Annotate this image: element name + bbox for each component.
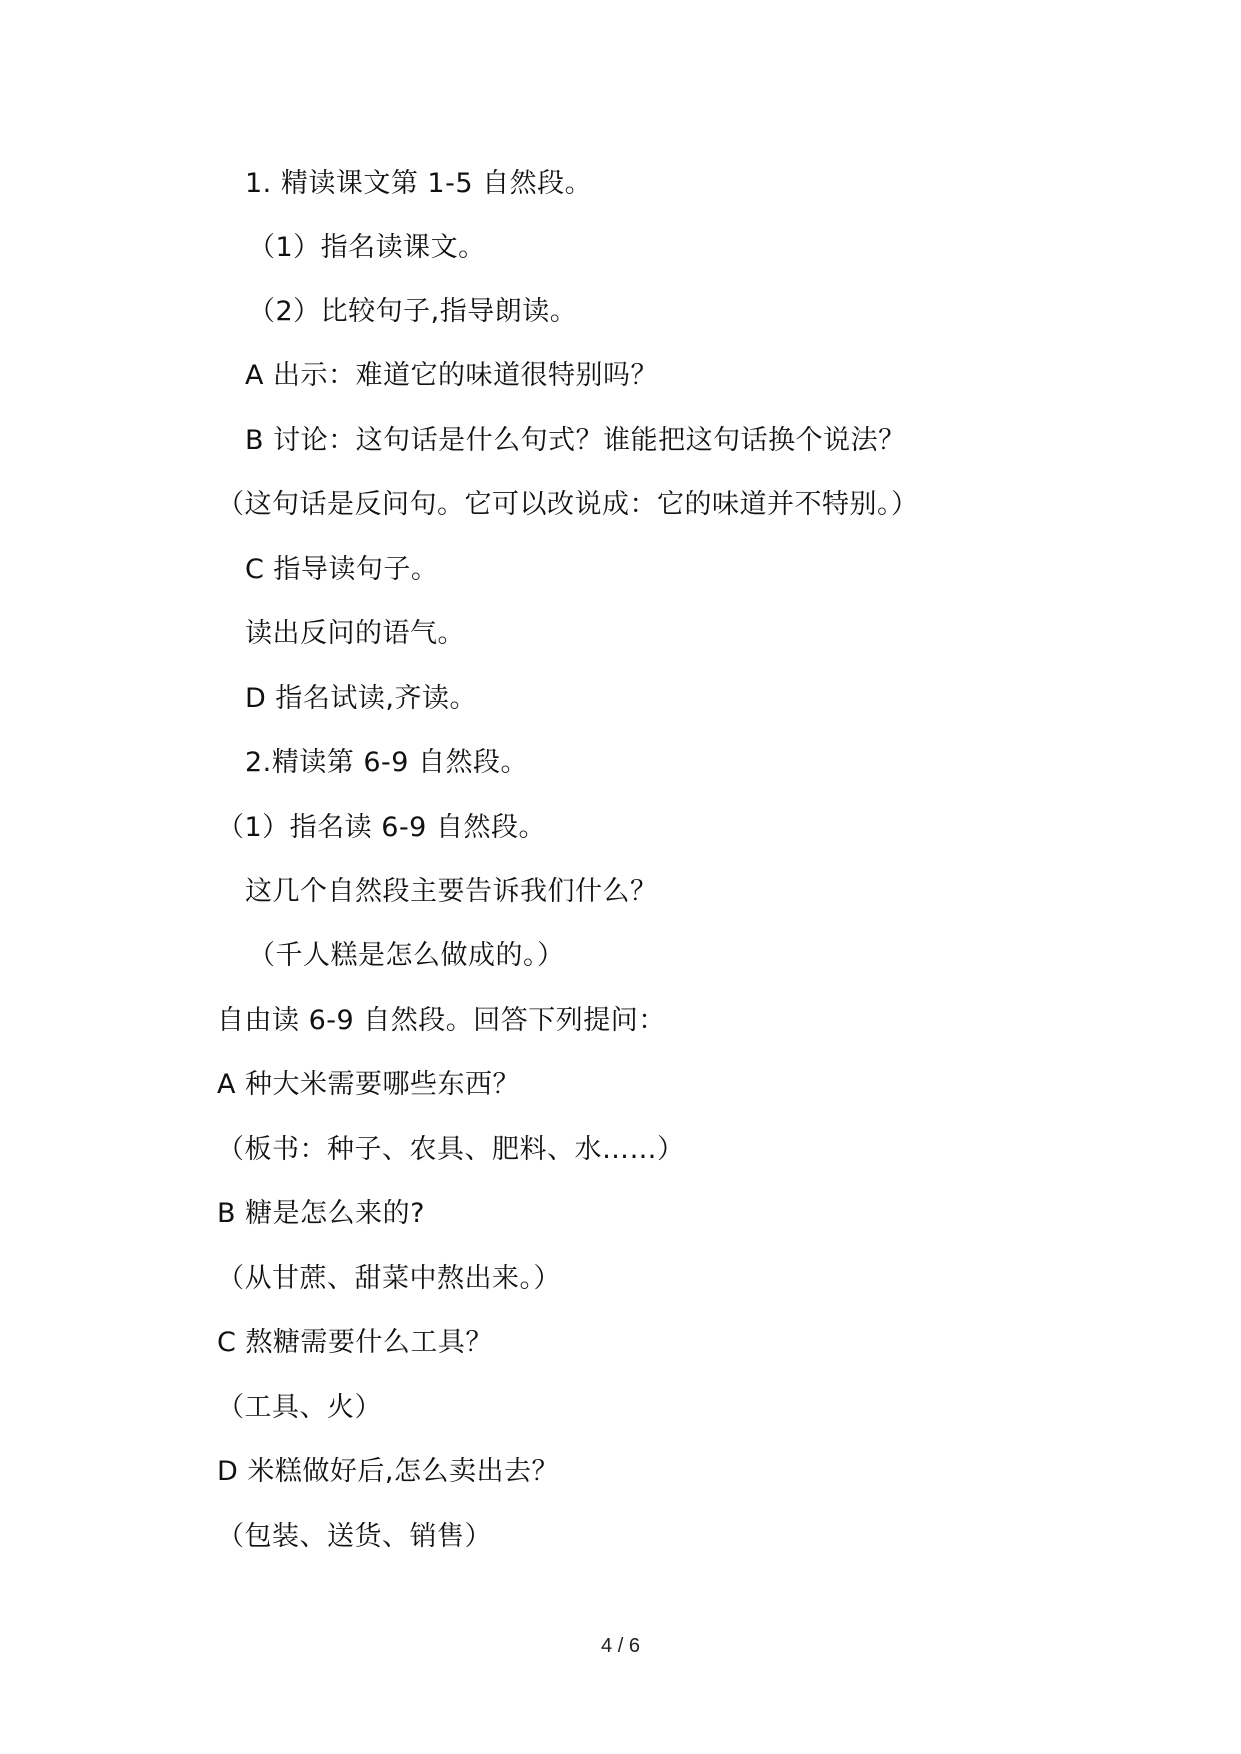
text-line-22: （包装、送货、销售） xyxy=(217,1521,492,1552)
text-line-4: A 出示：难道它的味道很特别吗？ xyxy=(245,360,659,391)
text-line-13: （千人糕是怎么做成的。） xyxy=(248,940,565,971)
text-line-15: A 种大米需要哪些东西？ xyxy=(217,1069,521,1100)
text-line-19: C 熬糖需要什么工具？ xyxy=(217,1327,493,1358)
text-line-9: D 指名试读,齐读。 xyxy=(245,683,477,714)
text-line-5: B 讨论：这句话是什么句式？谁能把这句话换个说法？ xyxy=(245,425,906,456)
text-line-20: （工具、火） xyxy=(217,1392,382,1423)
text-line-17: B 糖是怎么来的? xyxy=(217,1198,425,1229)
text-line-16: （板书：种子、农具、肥料、水……） xyxy=(217,1134,685,1165)
text-line-7: C 指导读句子。 xyxy=(245,554,439,585)
heading-section-2: 2.精读第 6-9 自然段。 xyxy=(245,747,529,778)
text-line-11: （1）指名读 6-9 自然段。 xyxy=(217,812,546,843)
text-line-21: D 米糕做好后,怎么卖出去？ xyxy=(217,1456,559,1487)
text-line-18: （从甘蔗、甜菜中熬出来。） xyxy=(217,1263,561,1294)
text-line-6: （这句话是反问句。它可以改说成：它的味道并不特别。） xyxy=(217,489,919,520)
page-number: 4 / 6 xyxy=(601,1635,640,1657)
text-line-14: 自由读 6-9 自然段。回答下列提问： xyxy=(217,1005,666,1036)
text-line-3: （2）比较句子,指导朗读。 xyxy=(248,296,578,327)
text-line-2: （1）指名读课文。 xyxy=(248,232,486,263)
heading-section-1: 1. 精读课文第 1-5 自然段。 xyxy=(245,168,593,199)
text-line-12: 这几个自然段主要告诉我们什么？ xyxy=(245,876,658,907)
text-line-8: 读出反问的语气。 xyxy=(245,618,465,649)
